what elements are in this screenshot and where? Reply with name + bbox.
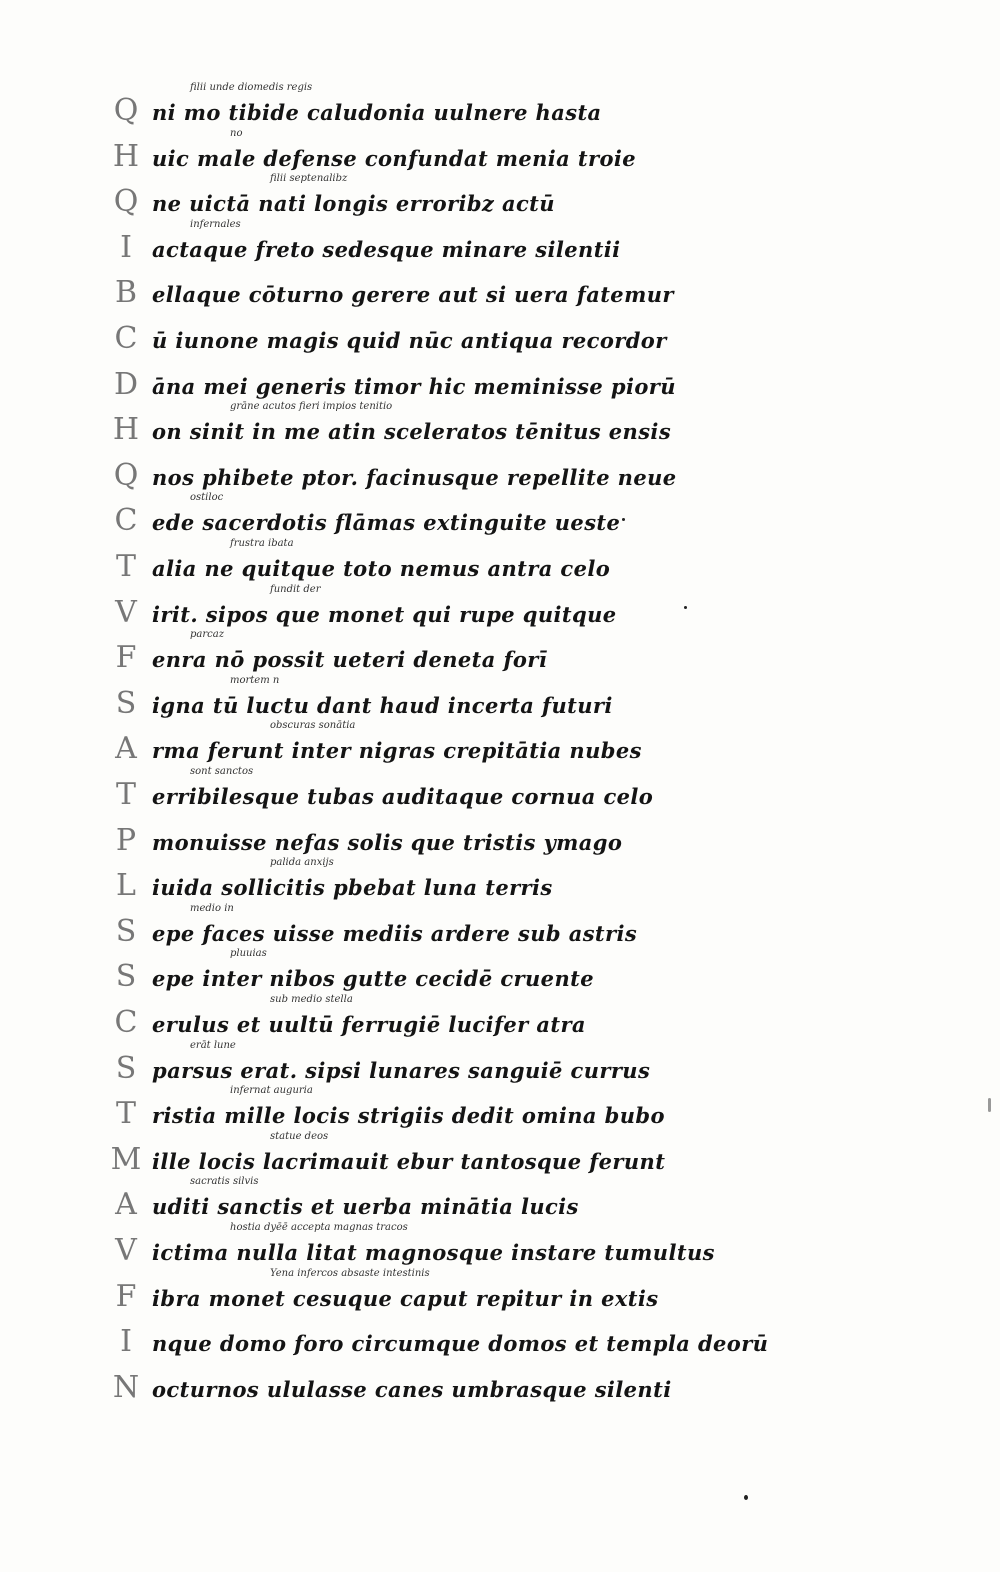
manuscript-line — [0, 492, 1000, 554]
versal-initial: Q — [113, 184, 139, 219]
interlinear-gloss: fundit der — [270, 584, 321, 595]
manuscript-line — [0, 1085, 1000, 1147]
versal-initial: T — [115, 777, 136, 812]
interlinear-gloss: grāne acutos fieri impios tenitio — [230, 401, 393, 412]
versal-initial: C — [114, 503, 138, 538]
versal-initial: T — [115, 549, 136, 584]
interlinear-gloss: Yena infercos absaste intestinis — [270, 1268, 430, 1279]
line-text: igna tū luctu dant haud incerta futuri — [152, 693, 613, 718]
manuscript-line — [0, 401, 1000, 463]
ink-speck — [684, 606, 687, 609]
line-text: epe inter nibos gutte cecidē cruente — [152, 966, 594, 991]
ink-speck — [622, 518, 625, 521]
line-text: irit. sipos que monet qui rupe quitque — [152, 602, 617, 627]
ink-speck — [988, 1098, 991, 1112]
line-text: parsus erat. sipsi lunares sanguiē currus — [152, 1058, 651, 1083]
line-text: ristia mille locis strigiis dedit omina bubo — [152, 1103, 665, 1128]
interlinear-gloss: obscuras sonātia — [270, 720, 356, 731]
manuscript-line — [0, 1324, 1000, 1375]
line-text: ibra monet cesuque caput repitur in extis — [152, 1286, 659, 1311]
line-text: āna mei generis timor hic meminisse piorū — [152, 374, 676, 399]
line-text: uic male defense confundat menia troie — [152, 146, 637, 171]
interlinear-gloss: sacratis silvis — [190, 1176, 259, 1187]
versal-initial: S — [115, 1051, 137, 1086]
versal-initial: L — [116, 868, 136, 903]
manuscript-line — [0, 1222, 1000, 1284]
interlinear-gloss: sont sanctos — [190, 766, 254, 777]
manuscript-line — [0, 948, 1000, 1010]
manuscript-line — [0, 538, 1000, 600]
versal-initial: N — [112, 1370, 140, 1405]
manuscript-line — [0, 321, 1000, 372]
versal-initial: D — [113, 367, 139, 402]
versal-initial: B — [114, 275, 138, 310]
versal-initial: F — [115, 1279, 137, 1314]
interlinear-gloss: palida anxijs — [270, 857, 334, 868]
versal-initial: H — [112, 139, 140, 174]
manuscript-line — [0, 1268, 1000, 1330]
line-text: iuida sollicitis pbebat luna terris — [152, 875, 553, 900]
line-text: ū iunone magis quid nūc antiqua recordor — [152, 328, 667, 353]
versal-initial: Q — [113, 458, 139, 493]
interlinear-gloss: ostiloc — [190, 492, 224, 503]
manuscript-line — [0, 857, 1000, 919]
versal-initial: I — [120, 230, 132, 265]
versal-initial: S — [115, 686, 137, 721]
line-text: alia ne quitque toto nemus antra celo — [152, 556, 611, 581]
manuscript-line — [0, 675, 1000, 737]
versal-initial: C — [114, 321, 138, 356]
interlinear-gloss: infernat auguria — [230, 1085, 313, 1096]
versal-initial: A — [115, 731, 137, 766]
manuscript-line — [0, 720, 1000, 782]
line-text: actaque freto sedesque minare silentii — [152, 237, 621, 262]
versal-initial: C — [114, 1005, 138, 1040]
line-text: ni mo tibide caludonia uulnere hasta — [152, 100, 602, 125]
manuscript-line — [0, 823, 1000, 874]
versal-initial: I — [120, 1324, 132, 1359]
line-text: erribilesque tubas auditaque cornua celo — [152, 784, 654, 809]
interlinear-gloss: filii unde diomedis regis — [190, 82, 313, 93]
line-text: ellaque cōturno gerere aut si uera fatemur — [152, 282, 674, 307]
interlinear-gloss: infernales — [190, 219, 241, 230]
interlinear-gloss: statue deos — [270, 1131, 329, 1142]
interlinear-gloss: parcaz — [190, 629, 224, 640]
line-text: ne uictā nati longis erroribz actū — [152, 191, 555, 216]
versal-initial: V — [115, 1233, 137, 1268]
interlinear-gloss: sub medio stella — [270, 994, 353, 1005]
versal-initial: H — [112, 412, 140, 447]
manuscript-line — [0, 903, 1000, 965]
interlinear-gloss: erāt lune — [190, 1040, 236, 1051]
interlinear-gloss: hostia dyēē accepta magnas tracos — [230, 1222, 408, 1233]
manuscript-line — [0, 1040, 1000, 1102]
interlinear-gloss: filii septenalibz — [270, 173, 348, 184]
manuscript-line — [0, 128, 1000, 190]
line-text: on sinit in me atin sceleratos tēnitus ensis — [152, 419, 672, 444]
manuscript-line — [0, 584, 1000, 646]
manuscript-line — [0, 1131, 1000, 1193]
manuscript-line — [0, 766, 1000, 828]
interlinear-gloss: no — [230, 128, 243, 139]
versal-initial: F — [115, 640, 137, 675]
manuscript-line — [0, 1370, 1000, 1421]
line-text: rma ferunt inter nigras crepitātia nubes — [152, 738, 642, 763]
manuscript-line — [0, 1176, 1000, 1238]
versal-initial: V — [115, 595, 137, 630]
versal-initial: Q — [113, 93, 139, 128]
line-text: uditi sanctis et uerba minātia lucis — [152, 1194, 579, 1219]
manuscript-line — [0, 82, 1000, 144]
versal-initial: T — [115, 1096, 136, 1131]
interlinear-gloss: pluuias — [230, 948, 267, 959]
versal-initial: M — [110, 1142, 142, 1177]
line-text: nque domo foro circumque domos et templa deorū — [152, 1331, 769, 1356]
interlinear-gloss: medio in — [190, 903, 234, 914]
versal-initial: S — [115, 959, 137, 994]
versal-initial: S — [115, 914, 137, 949]
line-text: nos phibete ptor. facinusque repellite neue — [152, 465, 677, 490]
interlinear-gloss: mortem n — [230, 675, 280, 686]
line-text: ictima nulla litat magnosque instare tumultus — [152, 1240, 715, 1265]
ink-speck — [744, 1495, 748, 1500]
manuscript-line — [0, 629, 1000, 691]
line-text: enra nō possit ueteri deneta forī — [152, 647, 548, 672]
line-text: erulus et uultū ferrugiē lucifer atra — [152, 1012, 586, 1037]
versal-initial: A — [115, 1187, 137, 1222]
line-text: ede sacerdotis flāmas extinguite ueste — [152, 510, 621, 535]
line-text: epe faces uisse mediis ardere sub astris — [152, 921, 638, 946]
manuscript-line — [0, 994, 1000, 1056]
line-text: ille locis lacrimauit ebur tantosque ferunt — [152, 1149, 666, 1174]
manuscript-line — [0, 458, 1000, 509]
line-text: octurnos ululasse canes umbrasque silenti — [152, 1377, 672, 1402]
manuscript-line — [0, 275, 1000, 326]
manuscript-line — [0, 219, 1000, 281]
versal-initial: P — [115, 823, 137, 858]
interlinear-gloss: frustra ibata — [230, 538, 294, 549]
manuscript-line — [0, 367, 1000, 418]
manuscript-line — [0, 173, 1000, 235]
line-text: monuisse nefas solis que tristis ymago — [152, 830, 623, 855]
